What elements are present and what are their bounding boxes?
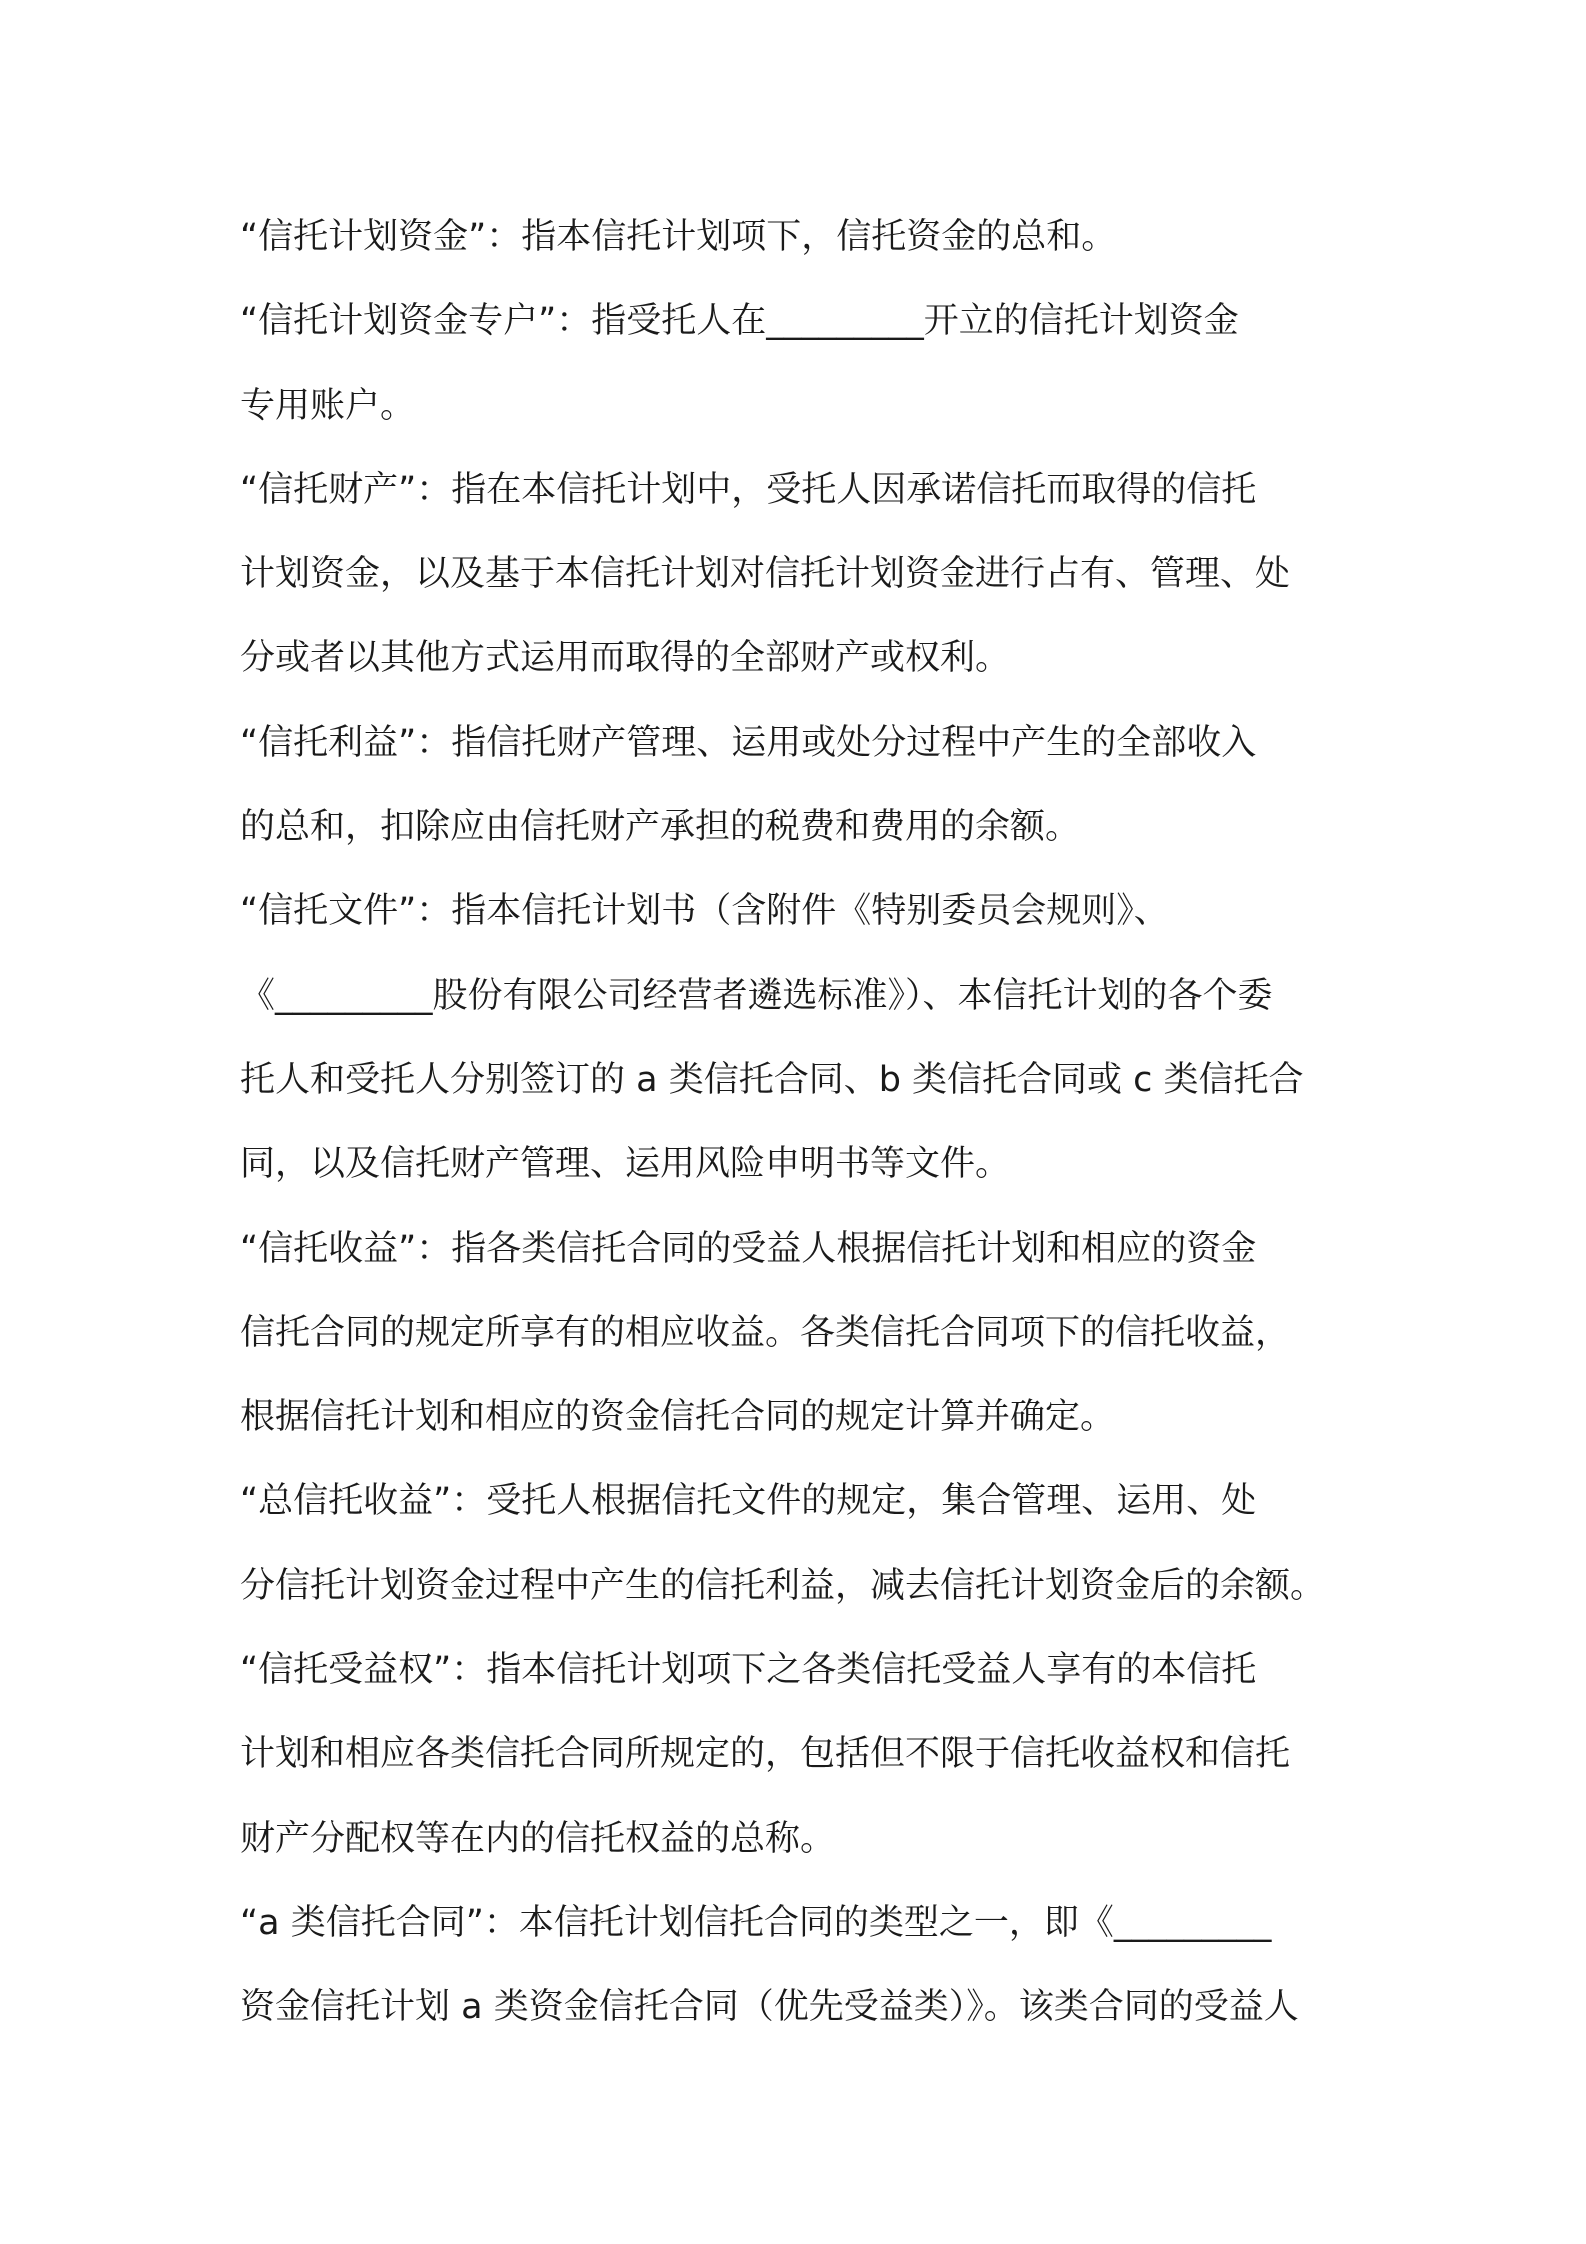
text-line: 资金信托计划 a 类资金信托合同（优先受益类）》。该类合同的受益人: [240, 1987, 1299, 2028]
text-line: 信托合同的规定所享有的相应收益。各类信托合同项下的信托收益，: [240, 1312, 1291, 1353]
text-line: “信托收益”：指各类信托合同的受益人根据信托计划和相应的资金: [240, 1228, 1257, 1269]
text-line: 的总和，扣除应由信托财产承担的税费和费用的余额。: [240, 807, 1081, 848]
text-line: “信托利益”：指信托财产管理、运用或处分过程中产生的全部收入: [240, 722, 1257, 763]
text-line: “a 类信托合同”：本信托计划信托合同的类型之一，即《_________: [240, 1902, 1272, 1943]
text-line: 计划资金，以及基于本信托计划对信托计划资金进行占有、管理、处: [240, 554, 1291, 595]
text-line: 托人和受托人分别签订的 a 类信托合同、b 类信托合同或 c 类信托合: [240, 1059, 1304, 1100]
text-line: 财产分配权等在内的信托权益的总称。: [240, 1818, 836, 1859]
document-body: [240, 195, 1372, 2050]
text-line: 根据信托计划和相应的资金信托合同的规定计算并确定。: [240, 1397, 1116, 1438]
text-line: “信托财产”：指在本信托计划中，受托人因承诺信托而取得的信托: [240, 469, 1257, 510]
text-line: “信托文件”：指本信托计划书（含附件《特别委员会规则》、: [240, 891, 1169, 932]
text-line: 计划和相应各类信托合同所规定的，包括但不限于信托收益权和信托: [240, 1734, 1291, 1775]
text-line: “信托计划资金专户”：指受托人在_________开立的信托计划资金: [240, 301, 1239, 342]
text-line: 同，以及信托财产管理、运用风险申明书等文件。: [240, 1144, 1011, 1185]
text-line: 专用账户。: [240, 385, 416, 426]
text-line: “信托受益权”：指本信托计划项下之各类信托受益人享有的本信托: [240, 1650, 1257, 1691]
text-line: “总信托收益”：受托人根据信托文件的规定，集合管理、运用、处: [240, 1481, 1257, 1522]
text-line: 分信托计划资金过程中产生的信托利益，减去信托计划资金后的余额。: [240, 1565, 1326, 1606]
text-line: “信托计划资金”：指本信托计划项下，信托资金的总和。: [240, 217, 1117, 257]
text-line: 分或者以其他方式运用而取得的全部财产或权利。: [240, 638, 1011, 679]
text-line: 《_________股份有限公司经营者遴选标准》）、本信托计划的各个委: [240, 975, 1273, 1016]
